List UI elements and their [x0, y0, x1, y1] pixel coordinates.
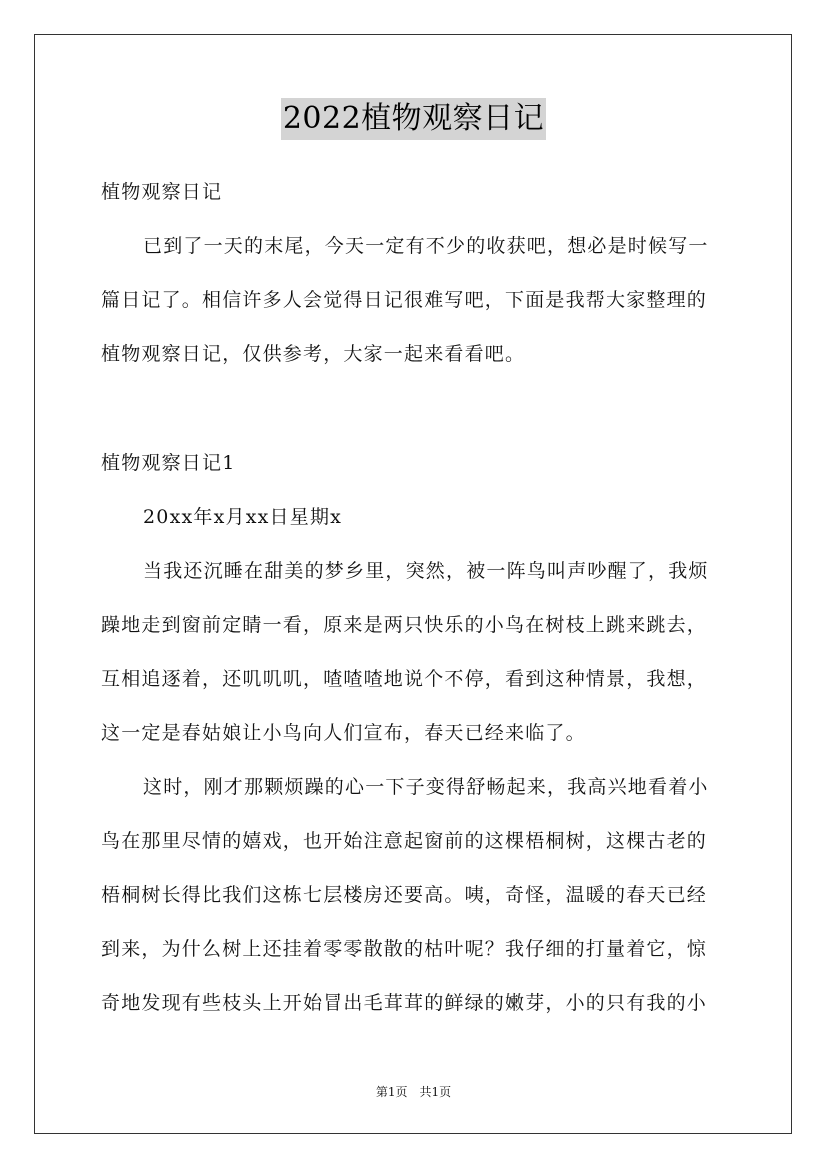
document-title: 2022植物观察日记	[281, 98, 546, 140]
paragraph-2: 这时，刚才那颗烦躁的心一下子变得舒畅起来，我高兴地看着小鸟在那里尽情的嬉戏，也开始注意起窗前的这棵梧桐树，这棵古老的梧桐树长得比我们这栋七层楼房还要高。咦，奇怪，温暖的春天已经到来，为什么树上还挂着零零散散的枯叶呢？我仔细的打量着它，惊奇地发现有些枝头上开始冒出毛茸茸的鲜绿的嫩芽，小的只有我的小	[101, 776, 709, 1014]
intro-heading: 植物观察日记	[101, 181, 223, 203]
intro-paragraph: 已到了一天的末尾，今天一定有不少的收获吧，想必是时候写一篇日记了。相信许多人会觉得日记很难写吧，下面是我帮大家整理的植物观察日记，仅供参考，大家一起来看看吧。	[101, 235, 709, 365]
page-footer: 第1页 共1页	[375, 1085, 452, 1099]
paragraph-1: 当我还沉睡在甜美的梦乡里，突然，被一阵鸟叫声吵醒了，我烦躁地走到窗前定睛一看，原来是两只快乐的小鸟在树枝上跳来跳去，互相追逐着，还叽叽叽，喳喳喳地说个不停，看到这种情景，我想，这一定是春姑娘让小鸟向人们宣布，春天已经来临了。	[101, 560, 709, 744]
entry-date: 20xx年x月xx日星期x	[143, 506, 343, 528]
title-container	[0, 98, 827, 140]
entry-heading: 植物观察日记1	[101, 452, 236, 474]
